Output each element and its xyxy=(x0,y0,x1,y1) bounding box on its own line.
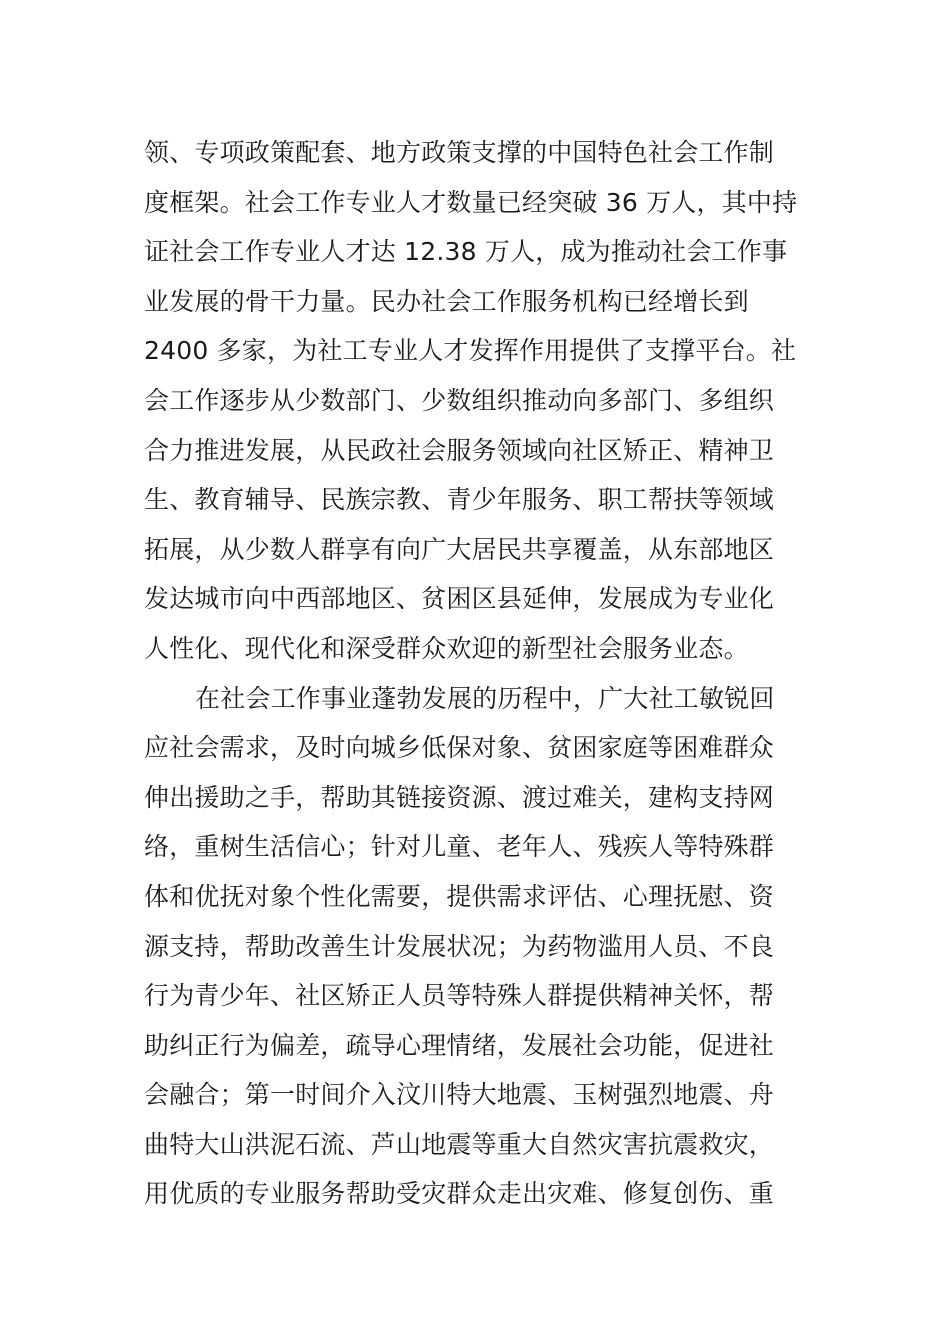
text-line: 伸出援助之手，帮助其链接资源、渡过难关，建构支持网 xyxy=(144,782,775,812)
text-line: 行为青少年、社区矫正人员等特殊人群提供精神关怀，帮 xyxy=(144,981,775,1011)
text-line: 发达城市向中西部地区、贫困区县延伸，发展成为专业化 xyxy=(144,584,775,614)
text-line: 会融合；第一时间介入汶川特大地震、玉树强烈地震、舟 xyxy=(144,1080,775,1110)
text-line: 度框架。社会工作专业人才数量已经突破 36 万人，其中持 xyxy=(144,187,798,217)
text-line: 助纠正行为偏差，疏导心理情绪，发展社会功能，促进社 xyxy=(144,1030,775,1060)
text-line: 曲特大山洪泥石流、芦山地震等重大自然灾害抗震救灾， xyxy=(144,1129,775,1159)
text-line: 络，重树生活信心；针对儿童、老年人、残疾人等特殊群 xyxy=(144,832,775,862)
text-line-indented: 在社会工作事业蓬勃发展的历程中，广大社工敏锐回 xyxy=(195,683,775,713)
text-line: 源支持，帮助改善生计发展状况；为药物滥用人员、不良 xyxy=(144,931,775,961)
text-line: 2400 多家，为社工专业人才发挥作用提供了支撑平台。社 xyxy=(144,336,797,366)
body-text xyxy=(144,128,814,1219)
text-line: 应社会需求，及时向城乡低保对象、贫困家庭等困难群众 xyxy=(144,733,775,763)
text-line: 业发展的骨干力量。民办社会工作服务机构已经增长到 xyxy=(144,286,749,316)
text-line: 会工作逐步从少数部门、少数组织推动向多部门、多组织 xyxy=(144,385,775,415)
text-line: 合力推进发展，从民政社会服务领域向社区矫正、精神卫 xyxy=(144,435,775,465)
text-line: 证社会工作专业人才达 12.38 万人，成为推动社会工作事 xyxy=(144,237,788,267)
text-line: 生、教育辅导、民族宗教、青少年服务、职工帮扶等领域 xyxy=(144,485,775,515)
text-line: 用优质的专业服务帮助受灾群众走出灾难、修复创伤、重 xyxy=(144,1179,775,1209)
paragraph-2 xyxy=(144,674,814,1220)
text-line: 领、专项政策配套、地方政策支撑的中国特色社会工作制 xyxy=(144,138,775,167)
text-line: 体和优抚对象个性化需要，提供需求评估、心理抚慰、资 xyxy=(144,881,775,911)
text-line: 人性化、现代化和深受群众欢迎的新型社会服务业态。 xyxy=(144,633,749,663)
text-line: 拓展，从少数人群享有向广大居民共享覆盖，从东部地区 xyxy=(144,534,775,564)
paragraph-1 xyxy=(144,128,814,674)
